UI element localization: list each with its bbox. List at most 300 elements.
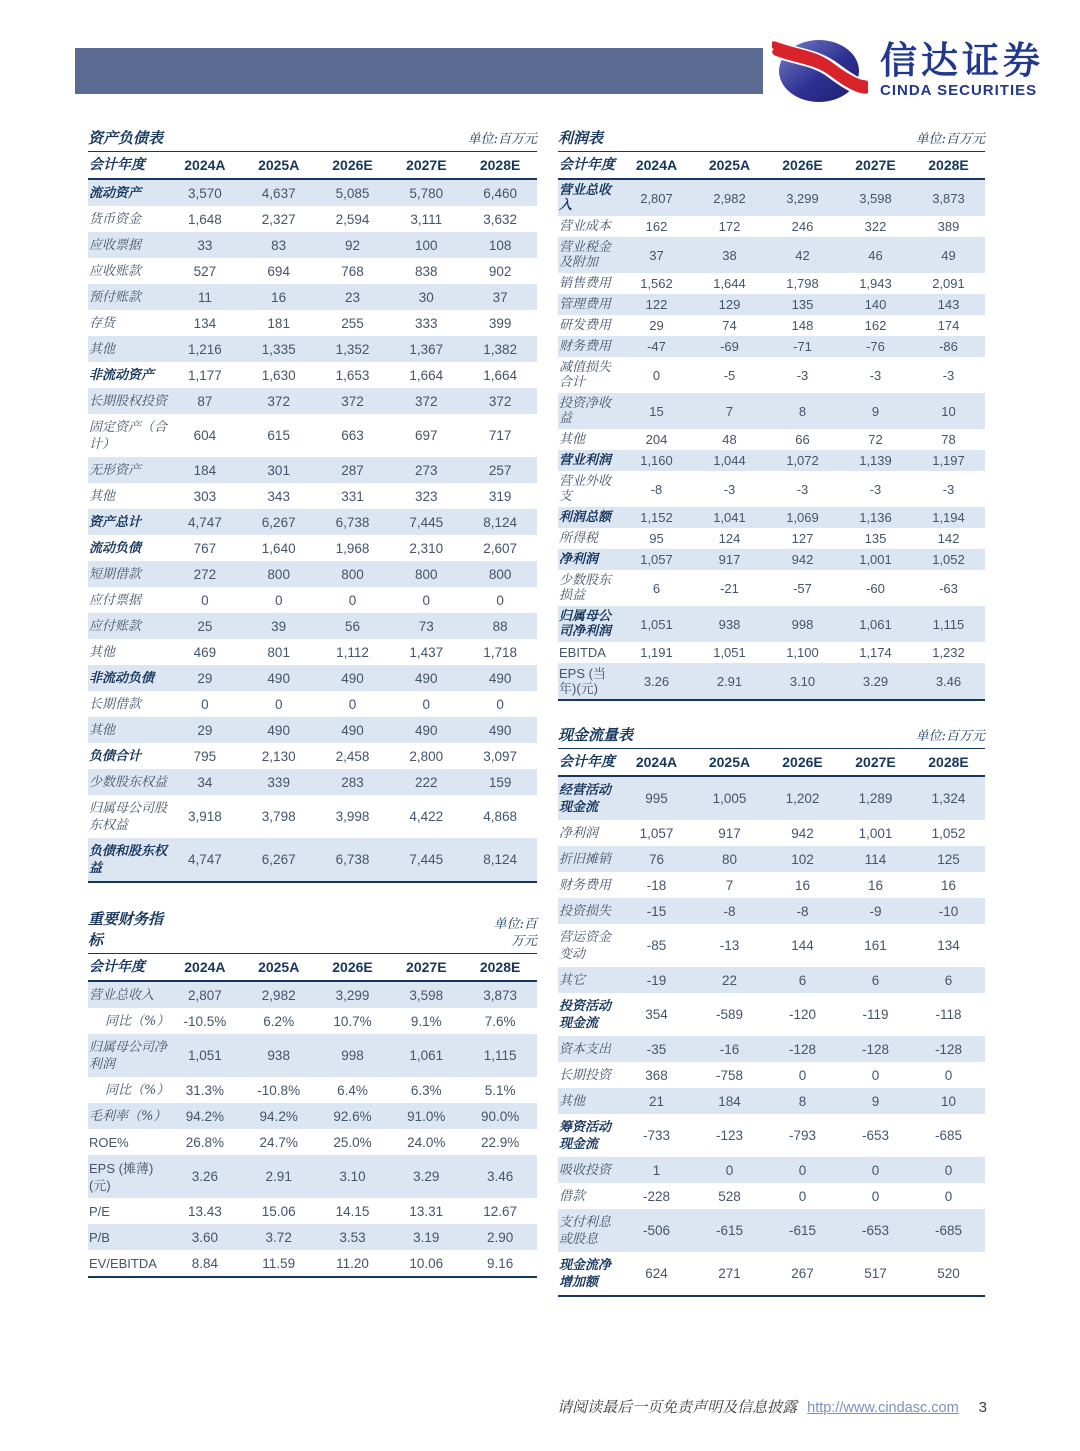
cell-value: 181 <box>267 315 290 331</box>
row-label: 净利润 <box>559 825 599 841</box>
cell-value: 0 <box>944 1067 953 1083</box>
cell-value: 184 <box>193 462 217 478</box>
row-label: 流动负债 <box>89 540 142 556</box>
cell-value: 372 <box>267 393 290 409</box>
cell-value: 1,382 <box>483 341 517 357</box>
cell-value: 1,191 <box>640 645 673 660</box>
cell-value: 26.8% <box>185 1134 225 1150</box>
table-titlebar <box>558 128 985 152</box>
cell-value: 2,091 <box>932 276 965 291</box>
logo-text-en: CINDA SECURITIES <box>880 82 1038 99</box>
cell-value: 10 <box>941 403 956 419</box>
cell-value: 998 <box>791 616 814 632</box>
cell-value: 490 <box>415 722 438 738</box>
table-row <box>558 216 985 237</box>
table-row <box>558 1088 985 1114</box>
cell-value: 323 <box>415 488 438 504</box>
table-row <box>558 898 985 924</box>
row-label: 归属母公司净利润 <box>559 609 612 639</box>
table-row <box>88 414 537 457</box>
cell-value: -793 <box>788 1128 817 1143</box>
cell-value: 21 <box>648 1093 665 1109</box>
table-header-row <box>88 152 537 179</box>
cell-value: 1,072 <box>786 453 819 468</box>
cell-value: 23 <box>344 289 360 305</box>
cell-value: 8.84 <box>191 1255 219 1271</box>
cell-value: 16 <box>867 877 884 893</box>
header-year: 2026E <box>766 749 839 776</box>
row-label: 无形资产 <box>89 462 142 478</box>
cell-value: 372 <box>341 393 364 409</box>
cell-value: 48 <box>722 432 737 447</box>
cell-value: -119 <box>862 1007 889 1022</box>
cell-value: 3.10 <box>339 1169 366 1184</box>
cell-value: 246 <box>791 219 814 234</box>
cell-value: 3.10 <box>789 673 816 689</box>
header-bar <box>75 48 763 94</box>
cell-value: 6 <box>944 972 953 988</box>
cell-value: 0 <box>652 367 661 383</box>
cell-value: 2,807 <box>188 987 222 1003</box>
cell-value: 490 <box>415 670 438 686</box>
cell-value: 129 <box>718 297 741 312</box>
row-label: 支付利息或股息 <box>559 1214 612 1247</box>
cell-value: 24.0% <box>407 1134 446 1150</box>
cell-value: 1,202 <box>785 791 820 806</box>
table-row <box>558 471 985 507</box>
cell-value: 33 <box>197 237 213 253</box>
table-row <box>558 179 985 216</box>
cell-value: 174 <box>937 318 960 333</box>
cell-value: 140 <box>864 297 887 312</box>
cell-value: 56 <box>344 618 360 634</box>
cell-value: 389 <box>937 219 960 234</box>
table-unit-label: 单位:百万元 <box>915 132 985 148</box>
cell-value: 0 <box>798 1188 807 1204</box>
cell-value: -3 <box>869 481 882 497</box>
cell-value: 100 <box>415 237 438 253</box>
cell-value: 3,299 <box>786 190 819 206</box>
cell-value: 2.91 <box>265 1169 292 1184</box>
table-row <box>558 776 985 820</box>
cell-value: 37 <box>649 247 664 263</box>
cell-value: 1,005 <box>712 791 747 806</box>
cell-value: 73 <box>418 618 434 634</box>
header-year: 2028E <box>463 954 537 981</box>
key-indicators-table <box>88 909 537 1278</box>
cell-value: 1,324 <box>931 791 966 806</box>
cell-value: 29 <box>197 670 213 686</box>
cell-value: 25.0% <box>333 1134 372 1150</box>
row-label: 吸收投资 <box>559 1162 612 1178</box>
logo-text <box>880 38 1044 99</box>
cell-value: 14.15 <box>335 1203 370 1219</box>
cell-value: 838 <box>415 263 438 279</box>
cell-value: 15 <box>649 403 664 419</box>
cell-value: 9.16 <box>486 1255 514 1271</box>
cell-value: 7 <box>725 403 734 419</box>
row-label: 货币资金 <box>89 211 142 227</box>
logo-text-cn: 信达证券 <box>880 38 1044 82</box>
table-row <box>88 362 537 388</box>
row-label: 应付票据 <box>89 592 142 608</box>
cell-value: 66 <box>795 432 810 447</box>
cell-value: 80 <box>721 851 738 867</box>
cell-value: 1,001 <box>858 825 893 841</box>
cell-value: 490 <box>488 670 512 686</box>
cell-value: 13.43 <box>188 1203 222 1219</box>
cell-value: -47 <box>647 339 666 354</box>
cell-value: 124 <box>718 531 741 546</box>
cell-value: 331 <box>341 488 364 504</box>
cell-value: 3.46 <box>935 673 962 689</box>
cell-value: 354 <box>645 1007 668 1022</box>
row-label: 利润总额 <box>559 510 612 525</box>
cell-value: 92 <box>344 237 360 253</box>
cell-value: 6,267 <box>261 514 296 530</box>
cell-value: -8 <box>796 903 809 919</box>
cell-value: -653 <box>861 1128 890 1143</box>
table-row <box>88 717 537 743</box>
cell-value: 469 <box>193 644 217 660</box>
cell-value: 768 <box>341 263 364 279</box>
cell-value: 1,001 <box>859 552 892 567</box>
cell-value: 1 <box>652 1162 661 1178</box>
row-label: 长期投资 <box>559 1067 612 1083</box>
page-footer <box>88 1396 987 1417</box>
cell-value: 4,422 <box>409 809 444 824</box>
cell-value: 11.59 <box>262 1255 296 1271</box>
row-label: 财务费用 <box>559 339 612 354</box>
page-number: 3 <box>978 1399 987 1416</box>
cell-value: 942 <box>791 552 814 567</box>
table-row <box>88 1155 537 1198</box>
table-row <box>558 429 985 450</box>
cell-value: 795 <box>193 748 217 764</box>
cell-value: 10.7% <box>333 1013 372 1029</box>
cell-value: 1,061 <box>409 1048 444 1063</box>
cell-value: 1,648 <box>188 211 222 227</box>
cell-value: 3.29 <box>862 673 889 689</box>
header-year: 2024A <box>620 749 693 776</box>
header-fiscal-year: 会计年度 <box>88 954 168 981</box>
table-row <box>88 483 537 509</box>
cell-value: 162 <box>864 318 887 333</box>
cell-value: 1,437 <box>409 644 444 660</box>
cell-value: 399 <box>488 315 512 331</box>
financial-table <box>558 152 985 701</box>
cell-value: 3,873 <box>483 987 517 1003</box>
cell-value: 31.3% <box>185 1082 225 1098</box>
cell-value: 801 <box>267 644 290 660</box>
cell-value: 37 <box>492 289 508 305</box>
header-year: 2025A <box>242 152 316 179</box>
row-label: 资本支出 <box>559 1041 612 1057</box>
balance-sheet-table <box>88 128 537 883</box>
cell-value: 6 <box>652 580 661 596</box>
cell-value: 6 <box>798 972 807 988</box>
row-label: 经营活动现金流 <box>559 782 612 815</box>
cell-value: 3.46 <box>486 1169 514 1184</box>
cell-value: 1,174 <box>859 645 892 660</box>
table-row <box>558 1036 985 1062</box>
row-label: 其他 <box>89 341 116 357</box>
row-label: EBITDA <box>559 645 606 660</box>
header-fiscal-year: 会计年度 <box>558 152 620 179</box>
table-row <box>88 1129 537 1155</box>
cell-value: 83 <box>271 237 287 253</box>
cell-value: 663 <box>341 428 364 443</box>
cell-value: 1,041 <box>713 510 746 525</box>
cell-value: 9.1% <box>410 1013 442 1029</box>
cell-value: 135 <box>864 531 887 546</box>
cell-value: 372 <box>488 393 512 409</box>
row-label: 其他 <box>559 432 586 447</box>
table-row <box>558 549 985 570</box>
cell-value: 1,352 <box>335 341 370 357</box>
row-label: P/E <box>89 1203 110 1219</box>
cell-value: 88 <box>492 618 508 634</box>
cell-value: 142 <box>937 531 960 546</box>
cell-value: 0 <box>725 1162 734 1178</box>
cell-value: 624 <box>645 1266 668 1281</box>
cell-value: 1,057 <box>640 552 673 567</box>
row-label: 投资损失 <box>559 903 612 919</box>
row-label: 长期借款 <box>89 696 142 712</box>
cell-value: -8 <box>650 481 663 497</box>
cell-value: 917 <box>718 552 741 567</box>
row-label: 少数股东损益 <box>559 573 612 603</box>
cell-value: 2.90 <box>486 1229 514 1245</box>
cell-value: 272 <box>193 566 217 582</box>
cell-value: 1,052 <box>931 825 966 841</box>
cell-value: 3,598 <box>409 987 444 1003</box>
cell-value: 615 <box>267 428 290 443</box>
financial-table <box>558 749 985 1297</box>
cell-value: 16 <box>940 877 957 893</box>
row-label: 所得税 <box>559 531 599 546</box>
company-website-link[interactable]: http://www.cindasc.com <box>807 1400 959 1416</box>
cell-value: 11.20 <box>336 1255 369 1271</box>
table-row <box>88 206 537 232</box>
table-title: 现金流量表 <box>558 726 634 744</box>
cell-value: -10.8% <box>257 1082 301 1098</box>
row-label: EPS (当年)(元) <box>559 666 606 696</box>
row-label: 销售费用 <box>559 276 612 291</box>
cell-value: 172 <box>718 219 741 234</box>
table-row <box>558 642 985 663</box>
cell-value: 368 <box>645 1067 668 1083</box>
cell-value: 255 <box>341 315 364 331</box>
cell-value: 4,637 <box>261 185 296 201</box>
table-row <box>558 606 985 642</box>
row-label: 同比（%） <box>105 1013 170 1029</box>
row-label: 筹资活动现金流 <box>559 1119 612 1152</box>
cell-value: 333 <box>415 315 438 331</box>
row-label: 营业总收入 <box>559 183 612 213</box>
header-year: 2024A <box>168 152 242 179</box>
cell-value: 520 <box>937 1266 960 1281</box>
row-label: 资产总计 <box>89 514 142 530</box>
row-label: 研发费用 <box>559 318 612 333</box>
cell-value: 767 <box>193 540 217 556</box>
cell-value: -3 <box>723 481 736 497</box>
table-row <box>88 1103 537 1129</box>
cell-value: 16 <box>794 877 811 893</box>
cell-value: 2,982 <box>713 190 746 206</box>
cell-value: 78 <box>941 432 956 447</box>
cell-value: 0 <box>422 696 431 712</box>
table-titlebar <box>88 909 537 954</box>
cell-value: 0 <box>201 696 209 712</box>
cell-value: 3,598 <box>859 190 892 206</box>
cell-value: -16 <box>719 1041 740 1057</box>
table-row <box>558 846 985 872</box>
cell-value: 3.29 <box>413 1169 440 1184</box>
row-label: 归属母公司股东权益 <box>89 800 168 833</box>
cell-value: 322 <box>864 219 887 234</box>
cell-value: 800 <box>267 566 290 582</box>
cell-value: 3.26 <box>191 1169 219 1184</box>
cell-value: 1,194 <box>932 510 965 525</box>
cell-value: 5,780 <box>409 185 444 201</box>
cell-value: 108 <box>488 237 512 253</box>
row-label: 非流动资产 <box>89 367 155 383</box>
row-label: 非流动负债 <box>89 670 155 686</box>
cell-value: 257 <box>488 462 512 478</box>
cell-value: 1,136 <box>859 510 892 525</box>
table-unit-label: 单位:百万元 <box>915 729 985 745</box>
table-row <box>558 820 985 846</box>
cell-value: 490 <box>341 670 364 686</box>
row-label: 预付账款 <box>89 289 142 305</box>
table-header-row <box>88 954 537 981</box>
cell-value: 1,335 <box>261 341 296 357</box>
table-header-row <box>558 152 985 179</box>
cell-value: 0 <box>422 592 431 608</box>
cell-value: 74 <box>722 318 737 333</box>
cell-value: -15 <box>646 903 667 919</box>
cell-value: 319 <box>488 488 512 504</box>
cell-value: 144 <box>791 938 814 953</box>
cell-value: 0 <box>871 1162 880 1178</box>
cell-value: 0 <box>201 592 209 608</box>
cell-value: 6,738 <box>335 852 370 867</box>
table-row <box>558 336 985 357</box>
cell-value: 1,968 <box>335 540 370 556</box>
cell-value: -19 <box>646 972 667 988</box>
table-row <box>558 570 985 606</box>
row-label: 少数股东权益 <box>89 774 168 790</box>
cell-value: 1,160 <box>640 453 673 468</box>
cell-value: -123 <box>715 1128 744 1143</box>
cell-value: 800 <box>488 566 512 582</box>
cell-value: -120 <box>788 1007 817 1022</box>
cell-value: 29 <box>649 318 664 333</box>
cell-value: -18 <box>646 877 667 893</box>
cell-value: 4,747 <box>188 514 222 530</box>
cell-value: 7,445 <box>409 852 444 867</box>
table-row <box>88 613 537 639</box>
cell-value: 902 <box>488 263 512 279</box>
table-row <box>558 294 985 315</box>
table-row <box>558 357 985 393</box>
table-row <box>558 315 985 336</box>
table-row <box>88 535 537 561</box>
cell-value: 95 <box>649 531 664 546</box>
cell-value: 3,097 <box>483 748 517 764</box>
row-label: 营业总收入 <box>89 987 155 1003</box>
cell-value: 29 <box>197 722 213 738</box>
cell-value: 372 <box>415 393 438 409</box>
table-row <box>558 1157 985 1183</box>
cell-value: 13.31 <box>409 1203 444 1219</box>
cell-value: 22 <box>721 972 738 988</box>
cell-value: 6.3% <box>410 1082 442 1098</box>
cell-value: -128 <box>788 1041 817 1057</box>
table-row <box>558 1062 985 1088</box>
cell-value: 3,918 <box>188 809 222 824</box>
cell-value: 22.9% <box>480 1134 520 1150</box>
table-titlebar <box>88 128 537 152</box>
cell-value: 2,130 <box>261 748 296 764</box>
cell-value: 3.19 <box>413 1229 440 1245</box>
left-column <box>88 128 537 1278</box>
cell-value: 90.0% <box>480 1108 520 1124</box>
row-label: ROE% <box>89 1134 129 1150</box>
cell-value: 1,044 <box>713 453 746 468</box>
cell-value: 49 <box>941 247 956 263</box>
cell-value: -589 <box>715 1007 744 1022</box>
row-label: 管理费用 <box>559 297 612 312</box>
cell-value: 76 <box>648 851 665 867</box>
cell-value: 12.67 <box>483 1203 517 1219</box>
header-year: 2026E <box>316 152 390 179</box>
table-row <box>88 258 537 284</box>
table-row <box>558 1209 985 1252</box>
cell-value: -5 <box>723 367 736 383</box>
cell-value: 162 <box>645 219 668 234</box>
cell-value: 0 <box>798 1162 807 1178</box>
cell-value: 267 <box>791 1266 814 1281</box>
cell-value: 271 <box>718 1266 741 1281</box>
header-fiscal-year: 会计年度 <box>88 152 168 179</box>
row-label: 同比（%） <box>105 1082 170 1098</box>
row-label: 其他 <box>89 722 116 738</box>
cell-value: 39 <box>271 618 287 634</box>
row-label: 负债和股东权益 <box>89 843 168 876</box>
cell-value: 942 <box>791 825 814 841</box>
cell-value: 30 <box>418 289 434 305</box>
cell-value: 222 <box>415 774 438 790</box>
cell-value: -35 <box>646 1041 667 1057</box>
cell-value: 3,570 <box>188 185 222 201</box>
table-header-row <box>558 749 985 776</box>
cell-value: 184 <box>718 1093 741 1109</box>
table-row <box>558 993 985 1036</box>
row-label: 营业外收支 <box>559 474 612 504</box>
table-row <box>558 1114 985 1157</box>
cell-value: 1,630 <box>261 367 296 383</box>
row-label: P/B <box>89 1229 110 1245</box>
table-row <box>88 639 537 665</box>
cell-value: -63 <box>939 580 958 596</box>
cell-value: 0 <box>274 592 283 608</box>
table-row <box>88 561 537 587</box>
cell-value: 6.4% <box>337 1082 368 1098</box>
row-label: 固定资产（合计） <box>89 419 168 452</box>
table-row <box>88 795 537 838</box>
